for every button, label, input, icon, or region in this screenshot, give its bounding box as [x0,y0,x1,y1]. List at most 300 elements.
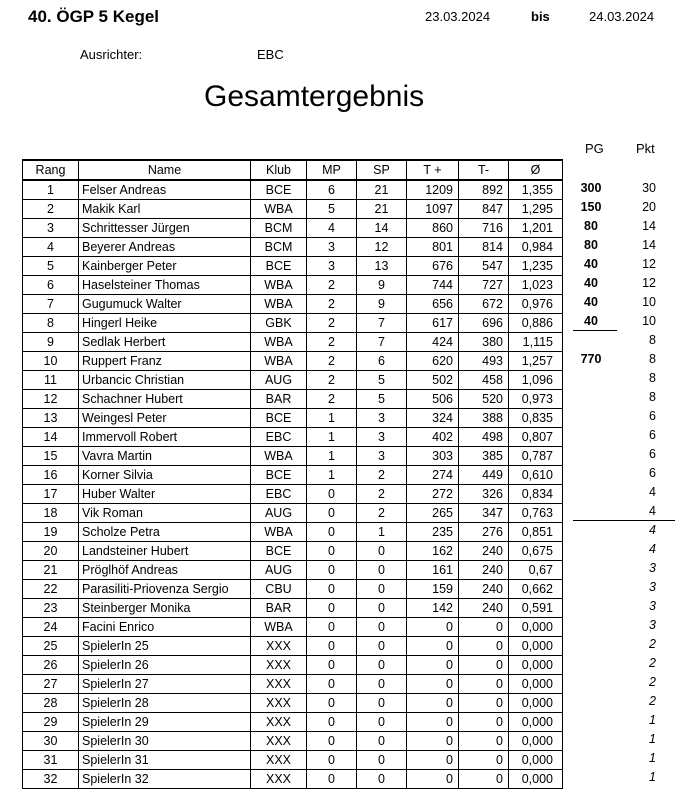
t-plus-cell: 159 [407,580,459,599]
club-cell: WBA [251,333,307,352]
page-heading: Gesamtergebnis [204,80,425,113]
t-minus-cell: 240 [459,542,509,561]
t-minus-cell: 347 [459,504,509,523]
name-cell: Ruppert Franz [79,352,251,371]
table-row [23,200,563,219]
sp-cell: 1 [357,523,407,542]
table-row [23,523,563,542]
average-cell: 0,67 [509,561,563,580]
rank-cell: 24 [23,618,79,637]
t-minus-cell: 276 [459,523,509,542]
pkt-value: 4 [649,542,656,556]
average-cell: 0,807 [509,428,563,447]
table-row [23,409,563,428]
club-cell: XXX [251,713,307,732]
name-cell: Pröglhöf Andreas [79,561,251,580]
t-plus-cell: 620 [407,352,459,371]
club-cell: XXX [251,751,307,770]
t-plus-cell: 162 [407,542,459,561]
t-plus-cell: 0 [407,675,459,694]
sp-cell: 0 [357,694,407,713]
name-cell: Schachner Hubert [79,390,251,409]
club-cell: XXX [251,637,307,656]
club-cell: WBA [251,618,307,637]
average-cell: 0,000 [509,618,563,637]
average-cell: 1,355 [509,180,563,200]
sp-cell: 14 [357,219,407,238]
sp-cell: 0 [357,561,407,580]
average-cell: 0,973 [509,390,563,409]
t-plus-cell: 235 [407,523,459,542]
average-cell: 0,835 [509,409,563,428]
mp-cell: 0 [307,637,357,656]
pkt-value: 4 [649,485,656,499]
rank-cell: 1 [23,180,79,200]
name-cell: Korner Silvia [79,466,251,485]
pg-value: 40 [584,276,598,290]
name-cell: SpielerIn 32 [79,770,251,789]
table-row [23,694,563,713]
t-plus-cell: 402 [407,428,459,447]
t-plus-cell: 502 [407,371,459,390]
mp-cell: 0 [307,599,357,618]
average-cell: 0,787 [509,447,563,466]
club-cell: XXX [251,675,307,694]
name-cell: SpielerIn 31 [79,751,251,770]
club-cell: AUG [251,504,307,523]
column-header-mp: MP [307,160,357,180]
average-cell: 1,023 [509,276,563,295]
rank-cell: 25 [23,637,79,656]
mp-cell: 1 [307,466,357,485]
t-minus-cell: 0 [459,732,509,751]
sp-cell: 0 [357,732,407,751]
pg-value: 80 [584,219,598,233]
t-plus-cell: 506 [407,390,459,409]
average-cell: 1,201 [509,219,563,238]
pg-value: 150 [580,200,602,214]
sp-cell: 7 [357,333,407,352]
table-row [23,333,563,352]
sp-cell: 2 [357,504,407,523]
mp-cell: 3 [307,238,357,257]
club-cell: WBA [251,447,307,466]
rank-cell: 14 [23,428,79,447]
average-cell: 0,984 [509,238,563,257]
name-cell: Vik Roman [79,504,251,523]
table-row [23,447,563,466]
mp-cell: 2 [307,390,357,409]
pkt-value: 1 [649,732,656,746]
mp-cell: 2 [307,333,357,352]
table-row [23,618,563,637]
t-plus-cell: 617 [407,314,459,333]
mp-cell: 4 [307,219,357,238]
pkt-value: 1 [649,770,656,784]
t-minus-cell: 696 [459,314,509,333]
rank-cell: 12 [23,390,79,409]
t-plus-cell: 303 [407,447,459,466]
name-cell: Parasiliti-Priovenza Sergio [79,580,251,599]
t-plus-cell: 274 [407,466,459,485]
rank-cell: 6 [23,276,79,295]
pg-value: 40 [584,257,598,271]
club-cell: WBA [251,295,307,314]
club-cell: XXX [251,770,307,789]
name-cell: Immervoll Robert [79,428,251,447]
table-row [23,504,563,523]
t-minus-cell: 547 [459,257,509,276]
column-header-t-minus: T- [459,160,509,180]
sp-cell: 21 [357,180,407,200]
t-plus-cell: 0 [407,656,459,675]
pg-value: 770 [580,352,602,366]
t-minus-cell: 892 [459,180,509,200]
t-minus-cell: 458 [459,371,509,390]
average-cell: 0,000 [509,713,563,732]
t-minus-cell: 380 [459,333,509,352]
table-row [23,466,563,485]
pkt-value: 6 [649,409,656,423]
sp-cell: 7 [357,314,407,333]
average-cell: 0,976 [509,295,563,314]
table-row [23,352,563,371]
t-plus-cell: 656 [407,295,459,314]
rank-cell: 27 [23,675,79,694]
name-cell: Scholze Petra [79,523,251,542]
table-row [23,561,563,580]
pkt-value: 20 [642,200,656,214]
name-cell: Urbancic Christian [79,371,251,390]
t-plus-cell: 0 [407,694,459,713]
t-plus-cell: 0 [407,713,459,732]
mp-cell: 0 [307,580,357,599]
rank-cell: 26 [23,656,79,675]
name-cell: SpielerIn 28 [79,694,251,713]
rank-cell: 7 [23,295,79,314]
sp-cell: 0 [357,675,407,694]
mp-cell: 0 [307,732,357,751]
mp-cell: 0 [307,675,357,694]
club-cell: AUG [251,561,307,580]
average-cell: 0,886 [509,314,563,333]
pg-divider-line [573,330,617,331]
sp-cell: 0 [357,656,407,675]
pg-value: 80 [584,238,598,252]
t-minus-cell: 0 [459,637,509,656]
sp-cell: 12 [357,238,407,257]
pkt-value: 10 [642,295,656,309]
rank-cell: 28 [23,694,79,713]
table-row [23,314,563,333]
table-row [23,485,563,504]
mp-cell: 0 [307,656,357,675]
rank-cell: 15 [23,447,79,466]
mp-cell: 1 [307,447,357,466]
t-plus-cell: 0 [407,732,459,751]
table-row [23,751,563,770]
table-row [23,219,563,238]
t-plus-cell: 324 [407,409,459,428]
column-header-klub: Klub [251,160,307,180]
mp-cell: 0 [307,751,357,770]
t-plus-cell: 142 [407,599,459,618]
t-plus-cell: 860 [407,219,459,238]
sp-cell: 6 [357,352,407,371]
pkt-value: 8 [649,390,656,404]
pkt-column-header: Pkt [636,141,655,156]
average-cell: 0,591 [509,599,563,618]
t-minus-cell: 0 [459,618,509,637]
t-minus-cell: 240 [459,580,509,599]
pkt-value: 2 [649,675,656,689]
table-row [23,542,563,561]
table-row [23,295,563,314]
date-from: 23.03.2024 [425,9,491,24]
name-cell: Vavra Martin [79,447,251,466]
pg-value: 40 [584,314,598,328]
t-minus-cell: 847 [459,200,509,219]
name-cell: Weingesl Peter [79,409,251,428]
table-row [23,675,563,694]
pkt-value: 2 [649,637,656,651]
average-cell: 0,763 [509,504,563,523]
club-cell: XXX [251,732,307,751]
pkt-value: 4 [649,504,656,518]
sp-cell: 2 [357,466,407,485]
table-row [23,390,563,409]
name-cell: Felser Andreas [79,180,251,200]
pg-value: 300 [580,181,602,195]
t-plus-cell: 424 [407,333,459,352]
t-minus-cell: 498 [459,428,509,447]
pkt-value: 12 [642,257,656,271]
rank-cell: 13 [23,409,79,428]
sp-cell: 0 [357,599,407,618]
column-header-t-plus: T + [407,160,459,180]
t-plus-cell: 0 [407,637,459,656]
club-cell: WBA [251,352,307,371]
column-header-name: Name [79,160,251,180]
table-row [23,599,563,618]
mp-cell: 2 [307,352,357,371]
club-cell: BCM [251,219,307,238]
t-plus-cell: 0 [407,618,459,637]
sp-cell: 0 [357,580,407,599]
average-cell: 1,257 [509,352,563,371]
club-cell: CBU [251,580,307,599]
name-cell: Kainberger Peter [79,257,251,276]
club-cell: GBK [251,314,307,333]
t-minus-cell: 326 [459,485,509,504]
average-cell: 0,610 [509,466,563,485]
cutoff-line [573,520,675,521]
table-row [23,276,563,295]
table-header-row [23,160,563,180]
club-cell: XXX [251,656,307,675]
name-cell: SpielerIn 25 [79,637,251,656]
t-minus-cell: 0 [459,656,509,675]
t-minus-cell: 716 [459,219,509,238]
t-minus-cell: 0 [459,694,509,713]
average-cell: 1,295 [509,200,563,219]
mp-cell: 0 [307,523,357,542]
rank-cell: 17 [23,485,79,504]
rank-cell: 18 [23,504,79,523]
t-minus-cell: 672 [459,295,509,314]
average-cell: 0,000 [509,637,563,656]
rank-cell: 3 [23,219,79,238]
mp-cell: 2 [307,314,357,333]
rank-cell: 20 [23,542,79,561]
table-row [23,180,563,200]
sp-cell: 0 [357,542,407,561]
sp-cell: 0 [357,618,407,637]
t-plus-cell: 265 [407,504,459,523]
mp-cell: 0 [307,618,357,637]
club-cell: WBA [251,276,307,295]
name-cell: Landsteiner Hubert [79,542,251,561]
t-plus-cell: 744 [407,276,459,295]
document-title: 40. ÖGP 5 Kegel [28,7,160,26]
mp-cell: 3 [307,257,357,276]
pkt-value: 2 [649,656,656,670]
club-cell: BCM [251,238,307,257]
club-cell: BAR [251,390,307,409]
mp-cell: 1 [307,428,357,447]
t-minus-cell: 520 [459,390,509,409]
average-cell: 0,000 [509,694,563,713]
rank-cell: 31 [23,751,79,770]
t-minus-cell: 0 [459,751,509,770]
mp-cell: 0 [307,485,357,504]
name-cell: Sedlak Herbert [79,333,251,352]
rank-cell: 16 [23,466,79,485]
club-cell: BCE [251,409,307,428]
average-cell: 0,851 [509,523,563,542]
pkt-value: 3 [649,599,656,613]
club-cell: BCE [251,466,307,485]
pkt-value: 1 [649,751,656,765]
mp-cell: 1 [307,409,357,428]
sp-cell: 5 [357,390,407,409]
t-minus-cell: 0 [459,713,509,732]
average-cell: 0,000 [509,770,563,789]
rank-cell: 9 [23,333,79,352]
rank-cell: 30 [23,732,79,751]
pkt-value: 30 [642,181,656,195]
name-cell: Haselsteiner Thomas [79,276,251,295]
sp-cell: 21 [357,200,407,219]
results-table [22,159,563,789]
club-cell: EBC [251,485,307,504]
average-cell: 0,662 [509,580,563,599]
sp-cell: 13 [357,257,407,276]
name-cell: Gugumuck Walter [79,295,251,314]
club-cell: BCE [251,180,307,200]
name-cell: Beyerer Andreas [79,238,251,257]
name-cell: SpielerIn 27 [79,675,251,694]
date-to: 24.03.2024 [589,9,655,24]
name-cell: SpielerIn 29 [79,713,251,732]
average-cell: 0,000 [509,751,563,770]
table-row [23,371,563,390]
pkt-value: 6 [649,428,656,442]
organizer-value: EBC [257,47,284,62]
rank-cell: 22 [23,580,79,599]
rank-cell: 23 [23,599,79,618]
average-cell: 0,675 [509,542,563,561]
column-header-rang: Rang [23,160,79,180]
t-minus-cell: 493 [459,352,509,371]
pkt-value: 4 [649,523,656,537]
name-cell: Hingerl Heike [79,314,251,333]
average-cell: 0,000 [509,675,563,694]
table-row [23,580,563,599]
club-cell: BCE [251,257,307,276]
sp-cell: 2 [357,485,407,504]
table-row [23,713,563,732]
t-plus-cell: 676 [407,257,459,276]
t-minus-cell: 727 [459,276,509,295]
mp-cell: 2 [307,295,357,314]
t-minus-cell: 240 [459,561,509,580]
table-row [23,257,563,276]
sp-cell: 9 [357,276,407,295]
t-plus-cell: 1097 [407,200,459,219]
table-row [23,428,563,447]
club-cell: EBC [251,428,307,447]
name-cell: Facini Enrico [79,618,251,637]
pkt-value: 3 [649,580,656,594]
pkt-value: 8 [649,333,656,347]
club-cell: WBA [251,200,307,219]
average-cell: 0,000 [509,732,563,751]
club-cell: BCE [251,542,307,561]
t-plus-cell: 0 [407,770,459,789]
pkt-value: 6 [649,466,656,480]
table-row [23,732,563,751]
average-cell: 1,096 [509,371,563,390]
sp-cell: 5 [357,371,407,390]
sp-cell: 3 [357,428,407,447]
pg-column-header: PG [585,141,604,156]
rank-cell: 8 [23,314,79,333]
date-separator: bis [531,9,550,24]
sp-cell: 0 [357,637,407,656]
pkt-value: 6 [649,447,656,461]
average-cell: 0,834 [509,485,563,504]
rank-cell: 10 [23,352,79,371]
mp-cell: 0 [307,713,357,732]
rank-cell: 19 [23,523,79,542]
t-minus-cell: 388 [459,409,509,428]
t-minus-cell: 0 [459,770,509,789]
rank-cell: 21 [23,561,79,580]
t-minus-cell: 385 [459,447,509,466]
pkt-value: 14 [642,238,656,252]
average-cell: 0,000 [509,656,563,675]
table-row [23,656,563,675]
t-minus-cell: 240 [459,599,509,618]
sp-cell: 0 [357,751,407,770]
average-cell: 1,115 [509,333,563,352]
column-header-sp: SP [357,160,407,180]
name-cell: Schrittesser Jürgen [79,219,251,238]
table-row [23,637,563,656]
t-plus-cell: 272 [407,485,459,504]
mp-cell: 0 [307,542,357,561]
